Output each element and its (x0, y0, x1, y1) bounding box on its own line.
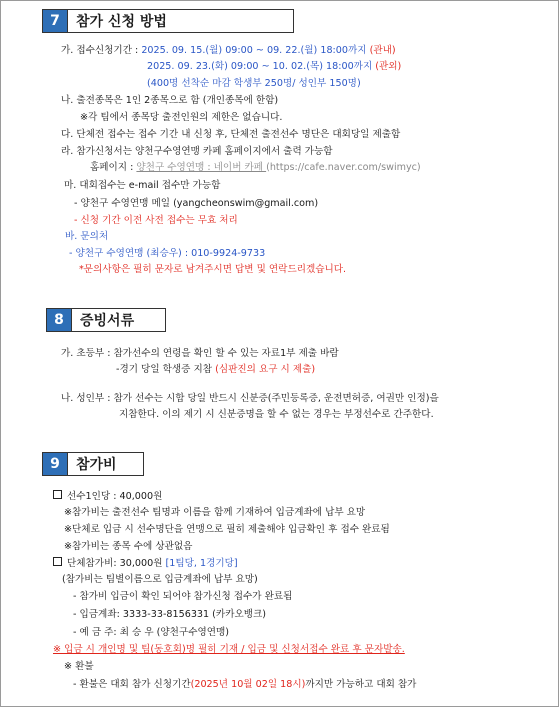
adult-docs-2: 지참한다. 이의 제기 시 신분증명을 할 수 없는 경우는 부정선수로 간주한다. (119, 409, 434, 420)
period-local-dates: 2025. 09. 15.(월) 09:00 ~ 09. 22.(월) 18:00까지 (141, 45, 367, 56)
refund-rule-a: - 환불은 대회 참가 신청기간 (73, 679, 191, 690)
team-fee-note-1: (참가비는 팀별이름으로 입금계좌에 납부 요망) (62, 574, 258, 585)
contact-note: *문의사항은 필히 문자로 남겨주시면 답변 및 연락드리겠습니다. (79, 264, 347, 275)
application-form-rule: 라. 참가신청서는 양천구수영연맹 카페 홈페이지에서 출력 가능함 (61, 146, 333, 157)
section-8-title: 증빙서류 (80, 313, 135, 329)
section-7-number: 7 (43, 10, 68, 32)
refund-deadline: (2025년 10월 02일 18시) (190, 679, 306, 690)
bank-account: - 입금계좌: 3333-33-8156331 (카카오뱅크) (73, 609, 267, 620)
team-fee-unit: [1팀당, 1경기당] (165, 558, 238, 569)
section-9-title: 참가비 (76, 457, 117, 473)
section-8-number: 8 (47, 309, 72, 331)
adult-docs-1: 나. 성인부 : 참가 선수는 시합 당일 반드시 신분증(주민등록증, 운전면허증, 여권만 인정)을 (61, 393, 439, 404)
contact-heading: 바. 문의처 (65, 231, 109, 242)
team-entry-rule: 다. 단체전 접수는 접수 기간 내 신청 후, 단체전 출전선수 명단은 대회당일 제출함 (61, 129, 401, 140)
period-outside-dates: 2025. 09. 23.(화) 09:00 ~ 10. 02.(목) 18:00까지 (147, 61, 373, 72)
federation-email: - 양천구 수영연맹 메일 (yangcheonswim@gmail.com) (74, 198, 319, 209)
refund-title: ※ 환불 (64, 661, 94, 672)
checkbox-icon (53, 557, 62, 566)
application-period-label: 가. 접수신청기간 : (61, 45, 142, 56)
events-rule-note: ※각 팀에서 종목당 출전인원의 제한은 없습니다. (80, 112, 283, 123)
homepage-line (90, 162, 421, 174)
email-only-rule: 마. 대회접수는 e-mail 접수만 가능함 (64, 180, 221, 191)
fee-per-athlete (53, 490, 162, 503)
section-9-header (42, 452, 144, 476)
deposit-warning: ※ 입금 시 개인명 및 팀(동호회)명 필히 기재 / 입금 및 신청서접수 완료 후 문자발송. (53, 644, 405, 655)
homepage-link[interactable]: 양천구 수영연맹 : 네이버 카페 (136, 162, 267, 173)
refund-rule-c: 까지만 가능하고 대회 참가 (305, 679, 417, 690)
application-period (61, 45, 396, 57)
homepage-label: 홈페이지 : (90, 162, 137, 173)
fee-note-1: ※참가비는 출전선수 팀명과 이름을 함께 기재하여 입금계좌에 납부 요망 (64, 507, 366, 518)
refund-rule (73, 679, 416, 691)
elementary-docs: 가. 초등부 : 참가선수의 연령을 확인 할 수 있는 자료1부 제출 바람 (61, 348, 339, 359)
team-fee-text: 단체참가비: 30,000원 (67, 558, 166, 569)
account-holder: - 예 금 주: 최 승 우 (양천구수영연맹) (73, 627, 230, 638)
student-id-note: (심판진의 요구 시 제출) (215, 364, 316, 375)
fee-note-2: ※단체로 입금 시 선수명단을 연맹으로 필히 제출해야 입금확인 후 접수 완료됨 (64, 524, 390, 535)
team-fee-note-2: - 참가비 입금이 확인 되어야 참가신청 접수가 완료됨 (73, 591, 293, 602)
checkbox-icon (53, 490, 62, 499)
events-rule: 나. 출전종목은 1인 2종목으로 함 (개인종목에 한함) (61, 95, 279, 106)
early-entry-warning: - 신청 기간 이전 사전 접수는 무효 처리 (74, 215, 238, 226)
contact-person: - 양천구 수영연맹 (최승우) : 010-9924-9733 (69, 248, 266, 259)
section-8-header (46, 308, 166, 332)
student-id-line (116, 364, 315, 376)
period-outside (147, 61, 401, 73)
fee-note-3: ※참가비는 종목 수에 상관없음 (64, 541, 193, 552)
period-outside-tag: (관외) (372, 61, 402, 72)
student-id-text: -경기 당일 학생증 지참 (116, 364, 216, 375)
period-local-tag: (관내) (366, 45, 396, 56)
section-7-title: 참가 신청 방법 (76, 14, 167, 30)
homepage-url[interactable]: (https://cafe.naver.com/swimyc) (266, 162, 421, 173)
fee-per-athlete-text: 선수1인당 : 40,000원 (67, 491, 163, 502)
section-7-header (42, 9, 294, 33)
capacity-note: (400명 선착순 마감 학생부 250명/ 성인부 150명) (147, 78, 361, 89)
team-fee (53, 557, 238, 570)
section-9-number: 9 (43, 453, 68, 475)
